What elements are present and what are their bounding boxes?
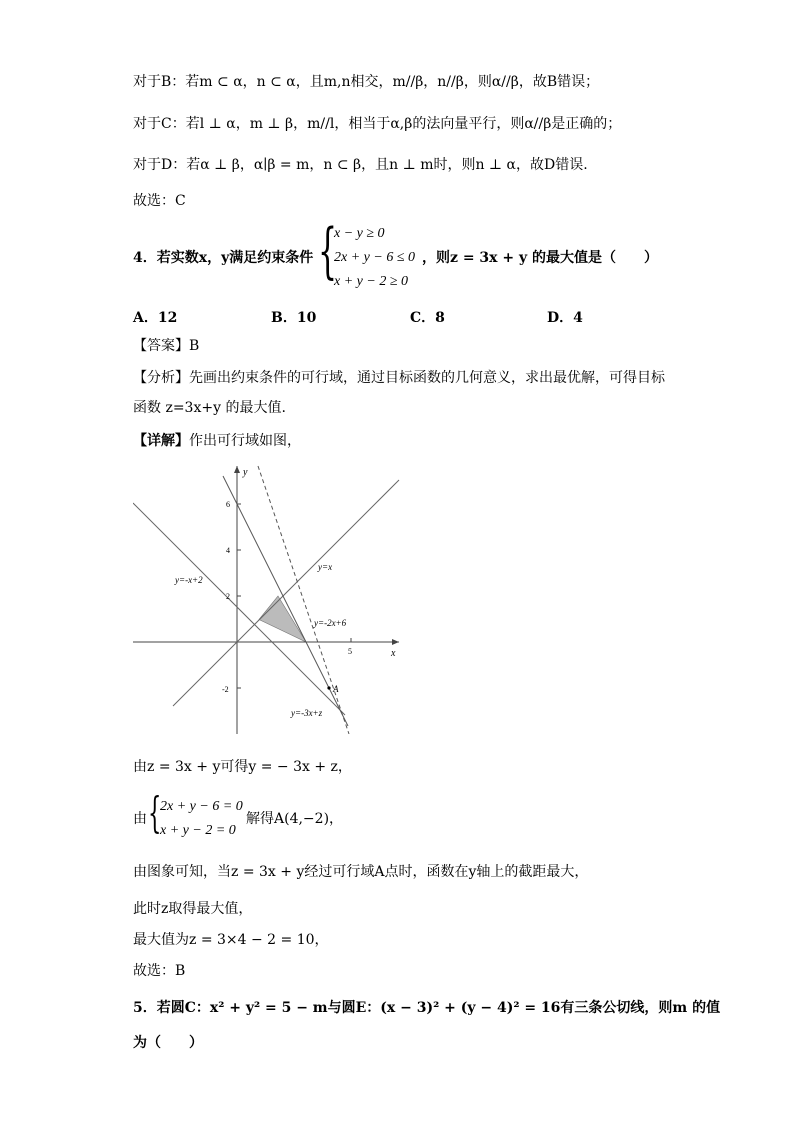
- choice-b-analysis: 对于B：若m ⊂ α，n ⊂ α，且m,n相交，m//β，n//β，则α//β，故B错误；: [133, 74, 600, 90]
- q4-stem-suffix: ，则z = 3x + y 的最大值是（ ）: [422, 250, 659, 266]
- axis-x-label: x: [391, 648, 396, 659]
- y-axis-arrow: [234, 466, 240, 473]
- option-a: A．12: [133, 310, 178, 326]
- q5-line1: 5．若圆C：x² + y² = 5 − m与圆E：(x − 3)² + (y − 4)² = 16有三条公切线，则m 的值: [133, 1000, 721, 1016]
- feasible-region-graph: [133, 462, 403, 734]
- choice-c-analysis: 对于C：若l ⊥ α，m ⊥ β，m//l，相当于α,β的法向量平行，则α//β是正确的；: [133, 116, 622, 132]
- option-d: D．4: [547, 310, 583, 326]
- step-solve-suffix: 解得A(4,−2)，: [246, 811, 344, 827]
- axis-y-label: y: [243, 467, 248, 478]
- tick-y-6: 6: [226, 500, 230, 509]
- label-y-eq-neg-x-2: y=-x+2: [175, 575, 203, 585]
- tick-y-4: 4: [226, 546, 230, 555]
- label-point-a: A: [333, 684, 339, 694]
- step-graph-reasoning: 由图象可知，当z = 3x + y经过可行域A点时，函数在y轴上的截距最大，: [133, 864, 589, 880]
- constraint-3: x + y − 2 ≥ 0: [334, 274, 409, 289]
- feasible-region: [259, 596, 306, 642]
- tick-x-5: 5: [348, 647, 352, 656]
- solve-eq-2: x + y − 2 = 0: [160, 823, 236, 838]
- step-max-value: 最大值为z = 3×4 − 2 = 10，: [133, 932, 329, 948]
- q4-analysis-line2: 函数 z=3x+y 的最大值.: [133, 400, 286, 416]
- q4-detail: [133, 431, 301, 451]
- step-solve-prefix: 由: [133, 811, 147, 827]
- x-axis-arrow: [392, 639, 399, 645]
- option-c: C．8: [410, 310, 445, 326]
- solve-brace: {: [148, 788, 162, 837]
- line-y-eq-neg-x-plus-2: [133, 503, 345, 715]
- q3-answer-choice: 故选：C: [133, 193, 186, 209]
- q4-answer: 【答案】B: [133, 338, 200, 354]
- constraint-1: x − y ≥ 0: [334, 226, 385, 241]
- q5-line2: 为（ ）: [133, 1035, 203, 1051]
- q4-choice: 故选：B: [133, 963, 186, 979]
- tick-y-2: 2: [226, 592, 230, 601]
- choice-d-analysis: 对于D：若α ⊥ β，α∣β = m，n ⊂ β，且n ⊥ m时，则n ⊥ α，故D错误.: [133, 157, 588, 173]
- label-y-eq-neg-2x-6: y=-2x+6: [314, 618, 347, 628]
- step-max-note: 此时z取得最大值，: [133, 901, 253, 917]
- point-a-marker: [327, 686, 330, 689]
- line-y-eq-x: [173, 480, 399, 706]
- tick-y-neg2: -2: [222, 685, 229, 694]
- constraint-2: 2x + y − 6 ≤ 0: [334, 250, 416, 265]
- q4-stem-prefix: 4．若实数x，y满足约束条件: [133, 250, 314, 266]
- label-y-eq-x: y=x: [318, 562, 333, 572]
- label-y-eq-neg-3x-z: y=-3x+z: [291, 708, 323, 718]
- detail-tag: 【详解】: [133, 433, 189, 449]
- step-rewrite: 由z = 3x + y可得y = − 3x + z，: [133, 759, 352, 775]
- constraint-brace: {: [318, 216, 338, 286]
- solve-eq-1: 2x + y − 6 = 0: [160, 799, 243, 814]
- q4-analysis-line1: 【分析】先画出约束条件的可行域，通过目标函数的几何意义，求出最优解，可得目标: [133, 370, 665, 386]
- option-b: B．10: [271, 310, 317, 326]
- detail-text: 作出可行域如图，: [189, 433, 301, 449]
